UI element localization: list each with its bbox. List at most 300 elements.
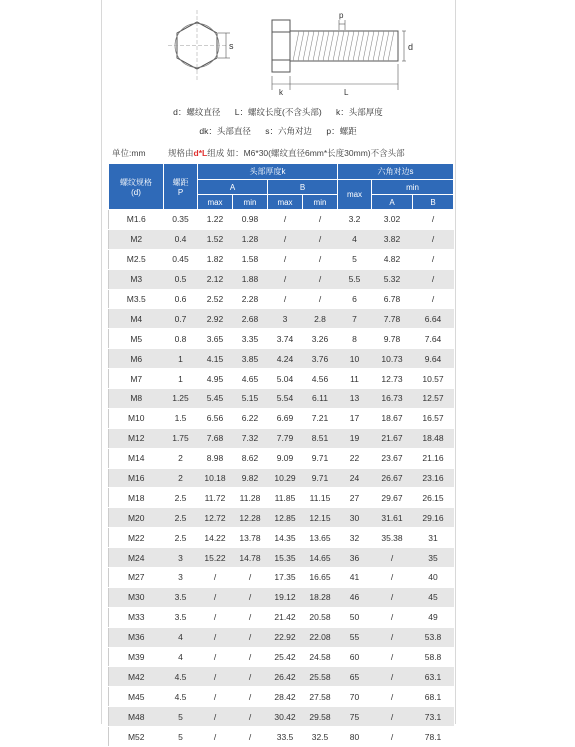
cell-thread: M14 [109, 448, 164, 468]
cell-pitch: 2.5 [164, 488, 198, 508]
cell-s-max: 30 [338, 508, 372, 528]
cell-kB-min: / [303, 229, 338, 249]
cell-pitch: 0.7 [164, 309, 198, 329]
cell-s-B: 10.57 [413, 369, 454, 389]
cell-pitch: 0.8 [164, 329, 198, 349]
cell-kB-max: 21.42 [268, 607, 303, 627]
cell-kA-max: / [198, 727, 233, 747]
header-kB-min: min [303, 195, 338, 210]
table-row [109, 587, 454, 607]
hex-head-top-view [168, 10, 230, 80]
cell-s-A: 16.73 [372, 389, 413, 409]
cell-kB-min: / [303, 289, 338, 309]
cell-kB-max: 17.35 [268, 568, 303, 588]
cell-kB-max: / [268, 229, 303, 249]
cell-pitch: 2 [164, 448, 198, 468]
cell-pitch: 4 [164, 627, 198, 647]
cell-thread: M7 [109, 369, 164, 389]
cell-pitch: 3.5 [164, 607, 198, 627]
cell-pitch: 5 [164, 727, 198, 747]
cell-kA-min: 8.62 [233, 448, 268, 468]
cell-s-max: 27 [338, 488, 372, 508]
cell-kA-min: 2.68 [233, 309, 268, 329]
cell-thread: M6 [109, 349, 164, 369]
header-s-B: B [413, 195, 454, 210]
cell-kA-max: / [198, 687, 233, 707]
cell-kA-min: 14.78 [233, 548, 268, 568]
cell-pitch: 5 [164, 707, 198, 727]
cell-kA-max: 1.22 [198, 210, 233, 230]
cell-thread: M20 [109, 508, 164, 528]
cell-kB-max: / [268, 210, 303, 230]
header-s-max: max [338, 180, 372, 210]
cell-s-max: 36 [338, 548, 372, 568]
cell-s-max: 3.2 [338, 210, 372, 230]
legend-p: p：螺距 [326, 126, 357, 136]
cell-s-A: / [372, 607, 413, 627]
cell-s-max: 60 [338, 647, 372, 667]
cell-s-max: 7 [338, 309, 372, 329]
cell-s-A: 12.73 [372, 369, 413, 389]
cell-s-A: 7.78 [372, 309, 413, 329]
cell-kB-min: 16.65 [303, 568, 338, 588]
cell-kA-min: / [233, 687, 268, 707]
cell-thread: M24 [109, 548, 164, 568]
cell-s-max: 8 [338, 329, 372, 349]
legend-dk: dk：头部直径 [199, 126, 251, 136]
cell-s-max: 80 [338, 727, 372, 747]
cell-kA-max: 1.52 [198, 229, 233, 249]
cell-pitch: 1.25 [164, 389, 198, 409]
cell-thread: M12 [109, 428, 164, 448]
cell-thread: M22 [109, 528, 164, 548]
cell-thread: M27 [109, 568, 164, 588]
cell-s-max: 10 [338, 349, 372, 369]
cell-kA-min: 0.98 [233, 210, 268, 230]
cell-s-B: 45 [413, 587, 454, 607]
cell-s-B: / [413, 249, 454, 269]
cell-s-max: 5.5 [338, 269, 372, 289]
cell-s-B: 35 [413, 548, 454, 568]
cell-s-max: 65 [338, 667, 372, 687]
cell-kA-max: 2.12 [198, 269, 233, 289]
cell-kA-min: / [233, 587, 268, 607]
cell-s-max: 75 [338, 707, 372, 727]
cell-kB-min: 32.5 [303, 727, 338, 747]
cell-kA-min: 11.28 [233, 488, 268, 508]
cell-pitch: 4.5 [164, 667, 198, 687]
cell-kB-max: 4.24 [268, 349, 303, 369]
cell-s-B: 6.64 [413, 309, 454, 329]
unit-row [108, 147, 453, 161]
cell-kB-min: 14.65 [303, 548, 338, 568]
legend-s: s：六角对边 [265, 126, 312, 136]
cell-kB-max: 25.42 [268, 647, 303, 667]
cell-pitch: 4 [164, 647, 198, 667]
cell-s-max: 46 [338, 587, 372, 607]
table-row [109, 389, 454, 409]
cell-s-A: / [372, 707, 413, 727]
header-head-thickness: 头部厚度k [198, 164, 338, 180]
cell-s-max: 19 [338, 428, 372, 448]
cell-s-B: 29.16 [413, 508, 454, 528]
cell-s-A: 35.38 [372, 528, 413, 548]
cell-kA-min: / [233, 627, 268, 647]
cell-thread: M36 [109, 627, 164, 647]
cell-s-max: 6 [338, 289, 372, 309]
cell-kA-min: 3.85 [233, 349, 268, 369]
cell-s-B: 26.15 [413, 488, 454, 508]
cell-kB-max: 22.92 [268, 627, 303, 647]
cell-kA-min: / [233, 707, 268, 727]
cell-kB-max: 15.35 [268, 548, 303, 568]
cell-thread: M4 [109, 309, 164, 329]
cell-kA-max: 1.82 [198, 249, 233, 269]
cell-thread: M2.5 [109, 249, 164, 269]
cell-s-B: 78.1 [413, 727, 454, 747]
cell-kB-max: 26.42 [268, 667, 303, 687]
cell-s-A: 3.82 [372, 229, 413, 249]
cell-kB-min: 24.58 [303, 647, 338, 667]
cell-kA-max: 2.92 [198, 309, 233, 329]
cell-kB-min: / [303, 249, 338, 269]
header-kA-min: min [233, 195, 268, 210]
cell-kB-max: 6.69 [268, 408, 303, 428]
cell-kA-max: 4.15 [198, 349, 233, 369]
cell-kB-min: 3.76 [303, 349, 338, 369]
spec-highlight: d*L [193, 148, 208, 158]
cell-pitch: 0.6 [164, 289, 198, 309]
legend-d: d：螺纹直径 [173, 107, 221, 117]
cell-s-A: / [372, 667, 413, 687]
cell-pitch: 3 [164, 568, 198, 588]
cell-s-B: 53.8 [413, 627, 454, 647]
cell-pitch: 1 [164, 349, 198, 369]
table-row [109, 687, 454, 707]
cell-s-B: 68.1 [413, 687, 454, 707]
cell-kB-min: 18.28 [303, 587, 338, 607]
cell-kA-min: 3.35 [233, 329, 268, 349]
cell-kA-min: 5.15 [233, 389, 268, 409]
bolt-side-view [272, 20, 398, 72]
cell-s-A: / [372, 647, 413, 667]
table-row [109, 428, 454, 448]
unit-label: 单位:mm [112, 148, 146, 158]
cell-kA-min: / [233, 568, 268, 588]
label-s: s [229, 41, 234, 51]
cell-s-B: 9.64 [413, 349, 454, 369]
cell-s-max: 5 [338, 249, 372, 269]
cell-kA-max: 6.56 [198, 408, 233, 428]
cell-thread: M16 [109, 468, 164, 488]
table-row [109, 408, 454, 428]
cell-kB-min: 4.56 [303, 369, 338, 389]
table-row [109, 647, 454, 667]
cell-thread: M10 [109, 408, 164, 428]
cell-s-A: 5.32 [372, 269, 413, 289]
cell-kA-min: 6.22 [233, 408, 268, 428]
label-p: p [339, 11, 344, 20]
cell-s-A: 26.67 [372, 468, 413, 488]
cell-pitch: 1 [164, 369, 198, 389]
cell-s-max: 4 [338, 229, 372, 249]
cell-kA-max: / [198, 627, 233, 647]
cell-kA-min: 2.28 [233, 289, 268, 309]
cell-s-max: 17 [338, 408, 372, 428]
cell-s-max: 24 [338, 468, 372, 488]
table-row [109, 528, 454, 548]
cell-kA-max: 4.95 [198, 369, 233, 389]
cell-kA-max: 7.68 [198, 428, 233, 448]
header-hex-width: 六角对边s [338, 164, 454, 180]
header-s-min: min [372, 180, 454, 195]
cell-kB-min: 11.15 [303, 488, 338, 508]
frame-right-border [455, 0, 456, 724]
cell-s-B: 63.1 [413, 667, 454, 687]
cell-kB-max: 12.85 [268, 508, 303, 528]
cell-kA-min: / [233, 607, 268, 627]
cell-s-max: 32 [338, 528, 372, 548]
cell-thread: M5 [109, 329, 164, 349]
cell-pitch: 1.5 [164, 408, 198, 428]
legend-L: L：螺纹长度(不含头部) [234, 107, 322, 117]
cell-kA-min: 4.65 [233, 369, 268, 389]
cell-kA-min: / [233, 667, 268, 687]
cell-kA-max: 14.22 [198, 528, 233, 548]
cell-s-A: / [372, 687, 413, 707]
cell-s-max: 55 [338, 627, 372, 647]
hex-bolt-drawing [140, 0, 440, 100]
cell-s-A: / [372, 548, 413, 568]
cell-s-max: 70 [338, 687, 372, 707]
cell-pitch: 2 [164, 468, 198, 488]
cell-kA-max: / [198, 607, 233, 627]
cell-kA-max: 2.52 [198, 289, 233, 309]
spec-note [168, 147, 405, 159]
cell-kB-max: / [268, 289, 303, 309]
cell-s-B: 49 [413, 607, 454, 627]
cell-kB-max: 28.42 [268, 687, 303, 707]
table-row [109, 269, 454, 289]
spec-table-body [109, 210, 454, 747]
cell-pitch: 4.5 [164, 687, 198, 707]
cell-s-max: 50 [338, 607, 372, 627]
cell-thread: M1.6 [109, 210, 164, 230]
table-row [109, 568, 454, 588]
cell-kB-max: 33.5 [268, 727, 303, 747]
cell-kB-max: 14.35 [268, 528, 303, 548]
cell-s-A: 4.82 [372, 249, 413, 269]
spec-prefix: 规格由 [168, 148, 194, 158]
cell-s-A: 31.61 [372, 508, 413, 528]
cell-s-B: 16.57 [413, 408, 454, 428]
table-row [109, 289, 454, 309]
cell-s-A: / [372, 587, 413, 607]
cell-s-A: 29.67 [372, 488, 413, 508]
cell-s-B: 18.48 [413, 428, 454, 448]
cell-s-max: 11 [338, 369, 372, 389]
cell-kB-max: 30.42 [268, 707, 303, 727]
header-k-B: B [268, 180, 338, 195]
cell-kA-max: 8.98 [198, 448, 233, 468]
frame-left-border [101, 0, 102, 724]
cell-s-B: 31 [413, 528, 454, 548]
cell-kA-max: 10.18 [198, 468, 233, 488]
table-row [109, 448, 454, 468]
cell-s-A: 18.67 [372, 408, 413, 428]
cell-thread: M3 [109, 269, 164, 289]
cell-kB-min: 3.26 [303, 329, 338, 349]
cell-pitch: 0.45 [164, 249, 198, 269]
cell-kA-min: 1.88 [233, 269, 268, 289]
cell-kB-min: 20.58 [303, 607, 338, 627]
cell-s-A: 10.73 [372, 349, 413, 369]
table-row [109, 349, 454, 369]
label-L: L [344, 88, 349, 97]
table-row [109, 210, 454, 230]
cell-pitch: 0.5 [164, 269, 198, 289]
cell-kB-min: 13.65 [303, 528, 338, 548]
label-d: d [408, 42, 414, 52]
header-k-A: A [198, 180, 268, 195]
cell-kA-min: / [233, 727, 268, 747]
cell-s-A: 3.02 [372, 210, 413, 230]
cell-kA-max: 12.72 [198, 508, 233, 528]
cell-thread: M42 [109, 667, 164, 687]
cell-s-B: / [413, 210, 454, 230]
cell-thread: M52 [109, 727, 164, 747]
cell-s-A: / [372, 727, 413, 747]
cell-kB-min: 29.58 [303, 707, 338, 727]
table-row [109, 727, 454, 747]
header-pitch: 螺距 P [164, 164, 198, 210]
cell-s-A: 23.67 [372, 448, 413, 468]
cell-s-B: 21.16 [413, 448, 454, 468]
cell-s-A: 6.78 [372, 289, 413, 309]
cell-pitch: 3.5 [164, 587, 198, 607]
cell-kA-max: / [198, 568, 233, 588]
cell-kB-max: 5.04 [268, 369, 303, 389]
label-k: k [279, 88, 283, 97]
cell-thread: M30 [109, 587, 164, 607]
cell-s-A: / [372, 568, 413, 588]
cell-s-A: / [372, 627, 413, 647]
table-row [109, 468, 454, 488]
cell-pitch: 1.75 [164, 428, 198, 448]
cell-kB-max: / [268, 269, 303, 289]
cell-kA-min: 12.28 [233, 508, 268, 528]
table-row [109, 667, 454, 687]
cell-kB-max: 3 [268, 309, 303, 329]
cell-kA-max: 5.45 [198, 389, 233, 409]
cell-kA-max: 3.65 [198, 329, 233, 349]
cell-kB-max: 19.12 [268, 587, 303, 607]
cell-thread: M3.5 [109, 289, 164, 309]
cell-kA-min: 13.78 [233, 528, 268, 548]
cell-kB-max: 10.29 [268, 468, 303, 488]
cell-kB-max: 9.09 [268, 448, 303, 468]
cell-pitch: 0.4 [164, 229, 198, 249]
cell-kB-max: 3.74 [268, 329, 303, 349]
cell-s-max: 22 [338, 448, 372, 468]
cell-s-B: 40 [413, 568, 454, 588]
cell-kB-max: / [268, 249, 303, 269]
cell-kA-max: 15.22 [198, 548, 233, 568]
cell-s-max: 41 [338, 568, 372, 588]
cell-kA-min: 1.28 [233, 229, 268, 249]
cell-s-B: / [413, 269, 454, 289]
cell-kA-min: 1.58 [233, 249, 268, 269]
table-row [109, 607, 454, 627]
table-row [109, 488, 454, 508]
cell-s-B: / [413, 229, 454, 249]
cell-kB-min: 12.15 [303, 508, 338, 528]
table-row [109, 369, 454, 389]
cell-s-A: 21.67 [372, 428, 413, 448]
cell-kB-min: 27.58 [303, 687, 338, 707]
cell-pitch: 3 [164, 548, 198, 568]
cell-kB-max: 5.54 [268, 389, 303, 409]
cell-kA-min: / [233, 647, 268, 667]
cell-kA-min: 9.82 [233, 468, 268, 488]
cell-s-B: 12.57 [413, 389, 454, 409]
cell-thread: M8 [109, 389, 164, 409]
cell-kA-max: / [198, 587, 233, 607]
table-row [109, 249, 454, 269]
cell-kB-min: 7.21 [303, 408, 338, 428]
cell-kB-max: 7.79 [268, 428, 303, 448]
spec-suffix: 组成 如：M6*30(螺纹直径6mm*长度30mm)不含头部 [207, 148, 405, 158]
cell-kA-max: / [198, 647, 233, 667]
cell-s-max: 13 [338, 389, 372, 409]
cell-thread: M48 [109, 707, 164, 727]
cell-kA-max: / [198, 667, 233, 687]
cell-s-B: 73.1 [413, 707, 454, 727]
cell-thread: M33 [109, 607, 164, 627]
cell-thread: M2 [109, 229, 164, 249]
cell-pitch: 2.5 [164, 528, 198, 548]
header-kA-max: max [198, 195, 233, 210]
cell-kB-min: / [303, 269, 338, 289]
cell-kB-min: 9.71 [303, 448, 338, 468]
cell-kB-min: 9.71 [303, 468, 338, 488]
cell-s-A: 9.78 [372, 329, 413, 349]
table-row [109, 548, 454, 568]
cell-s-B: 7.64 [413, 329, 454, 349]
table-row [109, 627, 454, 647]
cell-kA-max: 11.72 [198, 488, 233, 508]
header-s-A: A [372, 195, 413, 210]
table-row [109, 329, 454, 349]
header-kB-max: max [268, 195, 303, 210]
cell-kB-max: 11.85 [268, 488, 303, 508]
cell-kB-min: 8.51 [303, 428, 338, 448]
cell-kB-min: 25.58 [303, 667, 338, 687]
table-row [109, 508, 454, 528]
bolt-spec-table [108, 163, 454, 747]
legend-line-2 [108, 125, 448, 137]
cell-kA-min: 7.32 [233, 428, 268, 448]
table-row [109, 309, 454, 329]
cell-pitch: 2.5 [164, 508, 198, 528]
cell-pitch: 0.35 [164, 210, 198, 230]
cell-s-B: 23.16 [413, 468, 454, 488]
table-row [109, 229, 454, 249]
cell-s-B: / [413, 289, 454, 309]
cell-kB-min: 22.08 [303, 627, 338, 647]
cell-s-B: 58.8 [413, 647, 454, 667]
cell-kB-min: / [303, 210, 338, 230]
